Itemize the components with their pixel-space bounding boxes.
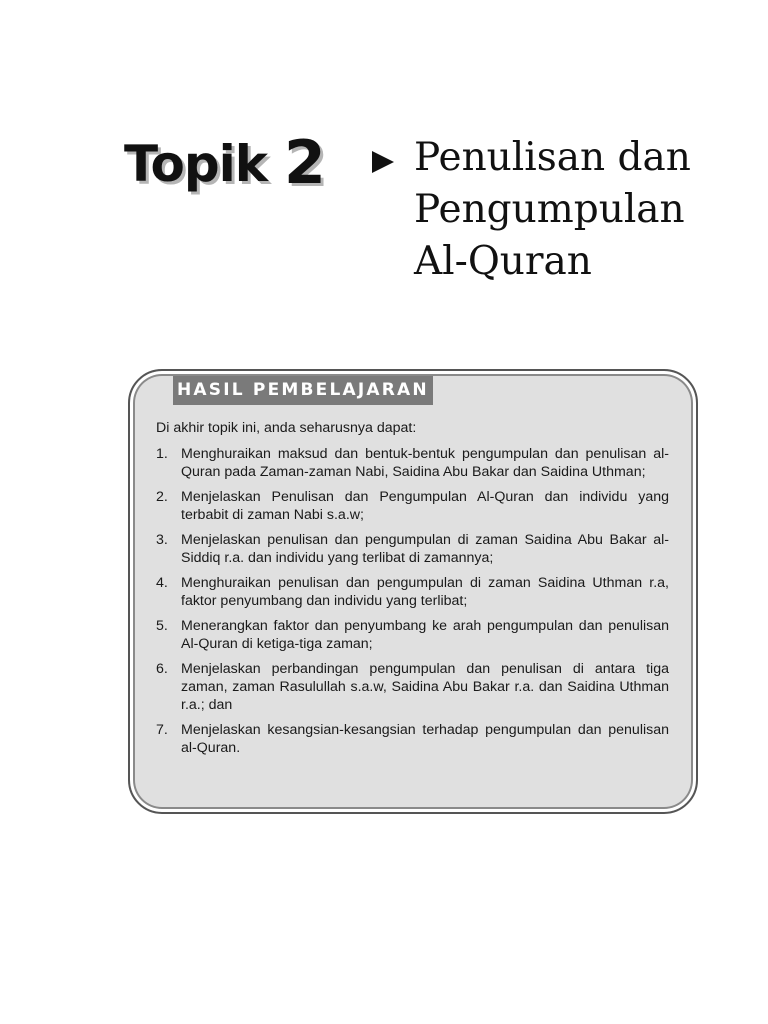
objective-text: Menjelaskan penulisan dan pengumpulan di zaman Saidina Abu Bakar al-Siddiq r.a. dan individu yang terlibat di zamannya; xyxy=(181,532,669,566)
objective-number: 6. xyxy=(156,661,168,677)
learning-outcomes-header: HASIL PEMBELAJARAN xyxy=(173,376,433,405)
objective-text: Menjelaskan perbandingan pengumpulan dan penulisan di antara tiga zaman, zaman Rasulullah s.a.w, Saidina Abu Bakar r.a. dan Saidina Uthman r.a.; dan xyxy=(181,661,669,713)
topic-number: 2 xyxy=(284,128,326,198)
topic-title-line: Penulisan dan xyxy=(414,135,691,180)
objective-number: 7. xyxy=(156,722,168,738)
objective-text: Menghuraikan maksud dan bentuk-bentuk pengumpulan dan penulisan al-Quran pada Zaman-zaman Nabi, Saidina Abu Bakar dan Saidina Uthman; xyxy=(181,446,669,480)
objective-text: Menghuraikan penulisan dan pengumpulan di zaman Saidina Uthman r.a, faktor penyumbang dan individu yang terlibat; xyxy=(181,575,669,609)
objective-text: Menerangkan faktor dan penyumbang ke arah pengumpulan dan penulisan Al-Quran di ketiga-tiga zaman; xyxy=(181,618,669,652)
objective-item xyxy=(156,445,669,481)
learning-outcomes-content xyxy=(156,419,669,764)
objective-number: 1. xyxy=(156,446,168,462)
objective-number: 4. xyxy=(156,575,168,591)
objective-item xyxy=(156,721,669,757)
objective-item xyxy=(156,488,669,524)
learning-outcomes-intro: Di akhir topik ini, anda seharusnya dapat: xyxy=(156,420,417,436)
objective-item xyxy=(156,660,669,714)
objective-text: Menjelaskan kesangsian-kesangsian terhadap pengumpulan dan penulisan al-Quran. xyxy=(181,722,669,756)
objectives-list xyxy=(156,445,669,757)
play-arrow-icon xyxy=(372,151,394,173)
topic-title-line: Pengumpulan xyxy=(414,187,685,232)
objective-number: 2. xyxy=(156,489,168,505)
topic-label: Topik xyxy=(124,135,267,193)
objective-item xyxy=(156,574,669,610)
objective-number: 5. xyxy=(156,618,168,634)
topic-title xyxy=(414,132,754,288)
objective-text: Menjelaskan Penulisan dan Pengumpulan Al-Quran dan individu yang terbabit di zaman Nabi s.a.w; xyxy=(181,489,669,523)
objective-item xyxy=(156,617,669,653)
objective-number: 3. xyxy=(156,532,168,548)
topic-title-line: Al-Quran xyxy=(414,239,592,284)
objective-item xyxy=(156,531,669,567)
